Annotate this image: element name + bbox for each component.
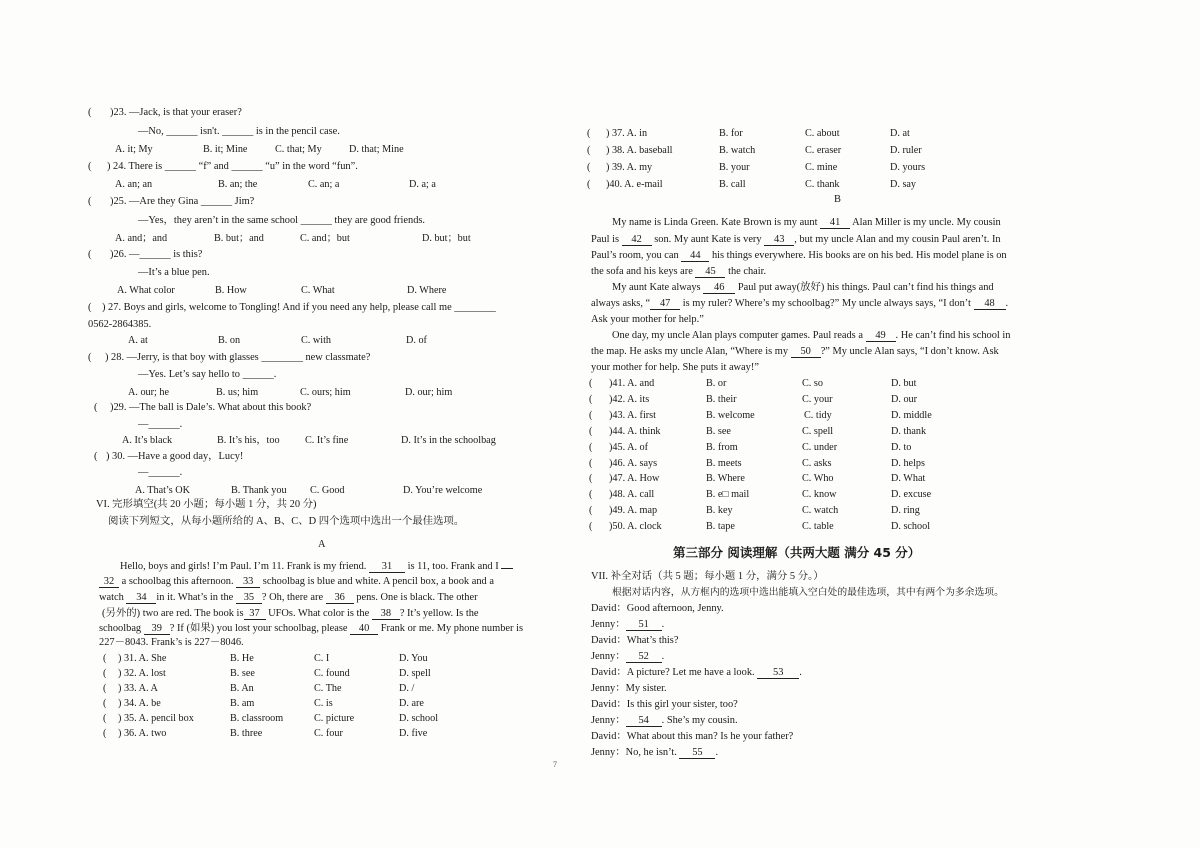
option-b: B. Thank you: [231, 485, 287, 496]
question-24-stem: ) 24. There is ______ “f” and ______ “u” in the word “fun”.: [107, 161, 358, 172]
options-32: ( ) 32. A. lost B. see C. found D. spell: [103, 668, 431, 679]
question-25-reply: —Yes，they aren’t in the same school ______ they are good friends.: [138, 215, 426, 226]
part-3-title: 第三部分 阅读理解（共两大题 满分 45 分）: [673, 545, 921, 560]
option-a: A. it; My: [115, 144, 153, 155]
section-7-instructions: 根据对话内容，从方框内的选项中选出能填入空白处的最佳选项，其中有两个为多余选项。: [612, 587, 1004, 598]
option-d: D. our; him: [405, 387, 453, 398]
dialogue-line: David：What about this man? Is he your father?: [591, 731, 794, 742]
question-23-options: [115, 143, 575, 156]
option-d: D. a; a: [409, 179, 436, 190]
passage-b-line: My name is Linda Green. Kate Brown is my aunt 41 Alan Miller is my uncle. My cousin: [612, 217, 1001, 228]
question-30-stem: ) 30. —Have a good day，Lucy!: [106, 451, 244, 462]
question-25-stem: )25. —Are they Gina ______ Jim?: [110, 196, 255, 207]
blank-49[interactable]: 49: [866, 330, 896, 342]
option-a: A. That’s OK: [135, 485, 190, 496]
option-c: C. and；but: [300, 233, 350, 244]
option-d: D. Where: [407, 285, 447, 296]
paren: (: [587, 162, 591, 173]
options-33: ( ) 33. A. A B. An C. The D. /: [103, 683, 415, 694]
paren: (: [103, 653, 107, 664]
question-27-phone: 0562-2864385.: [88, 319, 152, 330]
blank-45[interactable]: 45: [695, 266, 725, 278]
passage-b-line: One day, my uncle Alan plays computer games. Paul reads a 49 . He can’t find his school in: [612, 330, 1011, 341]
passage-b-line: the sofa and his keys are 45 the chair.: [591, 266, 767, 277]
passage-b-line: always asks, “ 47 is my ruler? Where’s my schoolbag?” My uncle always says, “I don’t 48 .: [591, 298, 1009, 309]
dialogue-line: David：What’s this?: [591, 635, 679, 646]
blank-36[interactable]: 36: [326, 592, 354, 604]
paren: (: [589, 505, 593, 516]
options-47: ( )47. A. How B. Where C. Who D. What: [589, 473, 926, 484]
question-26-reply: —It’s a blue pen.: [138, 267, 210, 278]
dialogue-line: David：Is this girl your sister, too?: [591, 699, 738, 710]
paren: (: [589, 473, 593, 484]
options-38: ( ) 38. A. baseball B. watch C. eraser D. ruler: [587, 145, 922, 156]
paren: (: [587, 179, 591, 190]
option-c: C. an; a: [308, 179, 340, 190]
page-number: 7: [553, 760, 557, 769]
options-42: ( )42. A. its B. their C. your D. our: [589, 394, 918, 405]
options-37: ( ) 37. A. in B. for C. about D. at: [587, 128, 910, 139]
blank-53[interactable]: 53: [757, 667, 799, 679]
blank-44[interactable]: 44: [681, 250, 709, 262]
blank-31[interactable]: 31: [369, 561, 405, 573]
paren: (: [587, 128, 591, 139]
paren: (: [103, 728, 107, 739]
paren: (: [103, 668, 107, 679]
blank-33[interactable]: 33: [236, 576, 260, 588]
option-b: B. It’s his，too: [217, 435, 280, 446]
blank-50[interactable]: 50: [791, 346, 821, 358]
question-29-stem: )29. —The ball is Dale’s. What about this book?: [110, 402, 312, 413]
options-40: ( )40. A. e-mail B. call C. thank D. say: [587, 179, 917, 190]
option-d: D. that; Mine: [349, 144, 404, 155]
paren: (: [589, 378, 593, 389]
dialogue-line: Jenny： 54 . She’s my cousin.: [591, 715, 738, 726]
blank-40[interactable]: 40: [350, 623, 378, 635]
paren: (: [589, 442, 593, 453]
paren: (: [88, 352, 92, 363]
options-35: ( ) 35. A. pencil box B. classroom C. picture D. school: [103, 713, 439, 724]
options-31: ( ) 31. A. She B. He C. I D. You: [103, 653, 428, 664]
paren: (: [589, 489, 593, 500]
paren: (: [589, 410, 593, 421]
blank-42[interactable]: 42: [622, 234, 652, 246]
blank-43[interactable]: 43: [764, 234, 794, 246]
paren: (: [589, 458, 593, 469]
question-27-options: [128, 334, 568, 347]
paren: (: [88, 302, 92, 313]
paren: (: [94, 402, 98, 413]
option-a: A. What color: [117, 285, 175, 296]
blank-48[interactable]: 48: [974, 298, 1006, 310]
dialogue-line: Jenny： 52 .: [591, 651, 665, 662]
paren: (: [587, 145, 591, 156]
question-28-options: [128, 386, 568, 399]
dialogue-line: Jenny：My sister.: [591, 683, 667, 694]
question-26-options: [117, 284, 577, 297]
passage-b-line: your mother for help. She puts it away!”: [591, 362, 759, 373]
question-29-options: [122, 434, 582, 447]
option-d: D. but；but: [422, 233, 471, 244]
question-27-stem: ) 27. Boys and girls, welcome to Tongling! And if you need any help, please call me ________: [102, 302, 496, 313]
passage-b-line: Ask your mother for help.”: [591, 314, 704, 325]
options-34: ( ) 34. A. be B. am C. is D. are: [103, 698, 424, 709]
question-25-options: [115, 232, 575, 245]
passage-a-line: schoolbag 39 ? If (如果) you lost your schoolbag, please 40 Frank or me. My phone number is: [99, 623, 524, 634]
question-28-reply: —Yes. Let’s say hello to ______.: [138, 369, 277, 380]
question-29-reply: —______.: [138, 419, 183, 430]
blank-32[interactable]: 32: [99, 576, 119, 588]
paren: (: [589, 521, 593, 532]
question-30-options: [135, 484, 585, 497]
passage-b-line: Paul is 42 son. My aunt Kate is very 43 , but my uncle Alan and my cousin Paul aren’t. In: [591, 234, 1001, 245]
options-44: ( )44. A. think B. see C. spell D. thank: [589, 426, 927, 437]
blank-line: [501, 568, 513, 569]
blank-46[interactable]: 46: [703, 282, 735, 294]
passage-b-line: My aunt Kate always 46 Paul put away(放好) his things. Paul can’t find his things and: [612, 282, 994, 293]
option-c: C. It’s fine: [305, 435, 349, 446]
paren: (: [88, 196, 92, 207]
option-b: B. but；and: [214, 233, 264, 244]
passage-a-line: watch 34 in it. What’s in the 35 ? Oh, there are 36 pens. One is black. The other: [99, 592, 478, 603]
blank-47[interactable]: 47: [650, 298, 680, 310]
paren: (: [88, 161, 92, 172]
blank-37[interactable]: 37: [244, 608, 266, 620]
paren: (: [88, 107, 92, 118]
passage-a-line: 227－8043. Frank’s is 227－8046.: [99, 637, 244, 648]
blank-41[interactable]: 41: [820, 217, 850, 229]
option-a: A. and；and: [115, 233, 168, 244]
paren: (: [103, 683, 107, 694]
section-6-title: VI. 完形填空(共 20 小题；每小题 1 分，共 20 分): [96, 499, 317, 510]
dialogue-line: David：A picture? Let me have a look. 53 .: [591, 667, 802, 678]
option-b: B. on: [218, 335, 241, 346]
blank-55[interactable]: 55: [679, 747, 715, 759]
option-a: A. an; an: [115, 179, 153, 190]
dialogue-line: Jenny：No, he isn’t. 55 .: [591, 747, 719, 758]
passage-a-line: 32 a schoolbag this afternoon. 33 schoolbag is blue and white. A pencil box, a book and a: [99, 575, 494, 588]
options-41: ( )41. A. and B. or C. so D. but: [589, 378, 917, 389]
option-c: C. that; My: [275, 144, 322, 155]
blank-38[interactable]: 38: [372, 608, 400, 620]
options-45: ( )45. A. of B. from C. under D. to: [589, 442, 912, 453]
option-c: C. Good: [310, 485, 345, 496]
passage-b-line: Paul’s room, you can 44 his things everywhere. His books are on his bed. His model plane is on: [591, 250, 1007, 261]
paren: (: [94, 451, 98, 462]
paren: (: [103, 713, 107, 724]
dialogue-line: Jenny： 51 .: [591, 619, 665, 630]
blank-35[interactable]: 35: [236, 592, 262, 604]
option-b: B. it; Mine: [203, 144, 248, 155]
options-36: ( ) 36. A. two B. three C. four D. five: [103, 728, 428, 739]
section-6-instructions: 阅读下列短文，从每小题所给的 A、B、C、D 四个选项中选出一个最佳选项。: [108, 516, 465, 527]
question-23-reply: —No, ______ isn't. ______ is in the pencil case.: [138, 126, 340, 137]
option-b: B. us; him: [216, 387, 259, 398]
options-46: ( )46. A. says B. meets C. asks D. helps: [589, 458, 925, 469]
option-d: D. You’re welcome: [403, 485, 483, 496]
question-30-reply: —______.: [138, 467, 183, 478]
passage-a-label: A: [318, 539, 326, 550]
option-c: C. with: [301, 335, 332, 346]
question-23-stem: )23. —Jack, is that your eraser?: [110, 107, 242, 118]
options-50: ( )50. A. clock B. tape C. table D. school: [589, 521, 931, 532]
blank-54[interactable]: 54: [626, 715, 662, 727]
paren: (: [88, 249, 92, 260]
option-a: A. It’s black: [122, 435, 173, 446]
blank-51[interactable]: 51: [626, 619, 662, 631]
section-7-title: VII. 补全对话（共 5 题；每小题 1 分，满分 5 分。）: [591, 571, 824, 582]
options-39: ( ) 39. A. my B. your C. mine D. yours: [587, 162, 926, 173]
option-d: D. of: [406, 335, 427, 346]
options-49: ( )49. A. map B. key C. watch D. ring: [589, 505, 920, 516]
paren: (: [589, 394, 593, 405]
option-b: B. How: [215, 285, 247, 296]
option-a: A. at: [128, 335, 148, 346]
question-26-stem: )26. —______ is this?: [110, 249, 203, 260]
passage-a-line: Hello, boys and girls! I’m Paul. I’m 11. Frank is my friend. 31 is 11, too. Frank and I: [120, 560, 513, 573]
passage-b-label: B: [834, 194, 841, 205]
passage-a-line: (另外的) two are red. The book is 37 UFOs. What color is the 38 ? It’s yellow. Is the: [102, 608, 479, 619]
question-24-options: [115, 178, 575, 191]
blank-39[interactable]: 39: [144, 623, 170, 635]
blank-52[interactable]: 52: [626, 651, 662, 663]
passage-b-line: the map. He asks my uncle Alan, “Where is my 50 ?” My uncle Alan says, “I don’t know. Ask: [591, 346, 999, 357]
option-d: D. It’s in the schoolbag: [401, 435, 496, 446]
paren: (: [589, 426, 593, 437]
question-28-stem: ) 28. —Jerry, is that boy with glasses ________ new classmate?: [105, 352, 371, 363]
option-a: A. our; he: [128, 387, 170, 398]
option-c: C. What: [301, 285, 335, 296]
options-43: ( )43. A. first B. welcome C. tidy D. middle: [589, 410, 932, 421]
paren: (: [103, 698, 107, 709]
dialogue-line: David：Good afternoon, Jenny.: [591, 603, 724, 614]
blank-34[interactable]: 34: [126, 592, 156, 604]
option-c: C. ours; him: [300, 387, 351, 398]
option-b: B. an; the: [218, 179, 258, 190]
options-48: ( )48. A. call B. e□ mail C. know D. excuse: [589, 489, 932, 500]
